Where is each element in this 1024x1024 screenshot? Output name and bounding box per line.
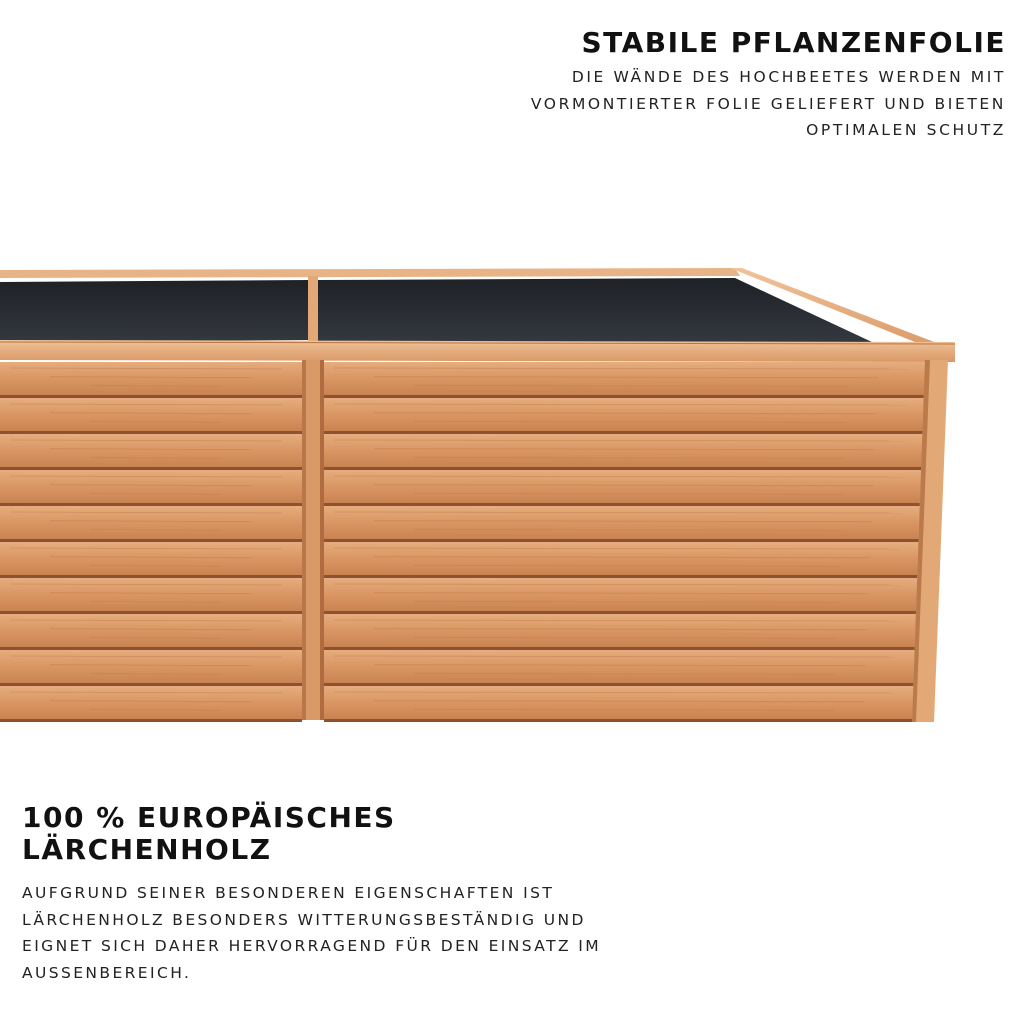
wood-grain (334, 368, 908, 369)
wood-plank (0, 398, 302, 431)
wood-grain (50, 593, 252, 594)
wood-grain (10, 620, 282, 621)
wood-plank (0, 434, 302, 467)
middle-post (302, 360, 324, 720)
wood-grain (374, 485, 873, 486)
wood-grain (414, 637, 837, 638)
wood-grain (10, 548, 282, 549)
wood-grain (414, 673, 836, 674)
wood-grain (374, 377, 878, 378)
wood-grain (90, 637, 222, 638)
wood-grain (90, 421, 222, 422)
wood-grain (90, 529, 222, 530)
wood-grain (374, 521, 872, 522)
wood-grain (334, 620, 897, 621)
wood-plank (324, 470, 923, 503)
wood-grain (90, 457, 222, 458)
plank-gap (324, 647, 917, 650)
wood-grain (90, 709, 222, 710)
wood-grain (414, 529, 842, 530)
wood-grain (10, 656, 282, 657)
wood-grain (90, 601, 222, 602)
plank-gap (0, 431, 302, 434)
wood-plank (0, 686, 302, 719)
wood-plank (324, 506, 922, 539)
plank-gap (0, 647, 302, 650)
wood-grain (50, 665, 252, 666)
plank-gap (0, 719, 302, 722)
wood-grain (50, 701, 252, 702)
plank-gap (324, 503, 923, 506)
plank-gap (324, 431, 926, 434)
wood-grain (90, 673, 222, 674)
plank-gap (0, 539, 302, 542)
wood-description: AUFGRUND SEINER BESONDEREN EIGENSCHAFTEN IST LÄRCHENHOLZ BESONDERS WITTERUNGSBESTÄNDIG UND EIGNET SICH DAHER HERVORRAGEND FÜR DEN EINSATZ IM AUSSENBEREICH. (22, 884, 602, 982)
wood-grain (374, 593, 869, 594)
right-panel (324, 362, 928, 722)
plank-gap (324, 611, 919, 614)
wood-grain (334, 656, 896, 657)
plank-gap (0, 503, 302, 506)
wood-plank (0, 578, 302, 611)
wood-grain (334, 404, 906, 405)
corner-post (912, 360, 948, 722)
wood-grain (334, 512, 902, 513)
wood-plank (0, 470, 302, 503)
wood-grain (90, 565, 222, 566)
wood-grain (374, 665, 866, 666)
plank-gap (0, 683, 302, 686)
plank-gap (324, 575, 920, 578)
wood-grain (50, 377, 252, 378)
wood-grain (414, 385, 848, 386)
wood-grain (334, 440, 905, 441)
wood-plank (0, 542, 302, 575)
wood-plank (324, 362, 928, 395)
wood-plank (0, 614, 302, 647)
wood-grain (334, 548, 900, 549)
wood-plank (324, 614, 917, 647)
wood-grain (414, 709, 834, 710)
wood-grain (10, 584, 282, 585)
wood-grain (50, 413, 252, 414)
wood-grain (374, 413, 876, 414)
top-rim (0, 268, 955, 362)
liner-info (446, 28, 1006, 144)
wood-plank (324, 398, 926, 431)
wood-heading: 100 % EUROPÄISCHES LÄRCHENHOLZ (22, 801, 396, 866)
left-panel (0, 362, 302, 722)
wood-plank (324, 686, 914, 719)
wood-grain (414, 601, 839, 602)
wood-grain (10, 692, 282, 693)
wood-grain (374, 557, 870, 558)
plank-gap (0, 575, 302, 578)
liner-description: DIE WÄNDE DES HOCHBEETES WERDEN MIT VORMONTIERTER FOLIE GELIEFERT UND BIETEN OPTIMALEN SCHUTZ (530, 68, 1006, 139)
wood-grain (50, 449, 252, 450)
wood-grain (414, 565, 840, 566)
wood-grain (50, 629, 252, 630)
wood-grain (374, 629, 867, 630)
wood-grain (334, 584, 899, 585)
wood-grain (90, 385, 222, 386)
wood-info (22, 802, 622, 986)
wood-grain (50, 521, 252, 522)
wood-grain (334, 476, 903, 477)
wood-grain (10, 440, 282, 441)
wood-grain (414, 493, 843, 494)
plank-gap (324, 467, 925, 470)
wood-plank (0, 362, 302, 395)
wood-grain (90, 493, 222, 494)
planting-liner (0, 278, 872, 342)
wood-plank (0, 506, 302, 539)
wood-plank (324, 650, 916, 683)
plank-gap (324, 719, 914, 722)
wood-grain (50, 557, 252, 558)
wood-grain (10, 404, 282, 405)
plank-gap (0, 395, 302, 398)
plank-gap (324, 395, 928, 398)
wood-grain (374, 701, 864, 702)
liner-heading: STABILE PFLANZENFOLIE (581, 26, 1006, 59)
wood-grain (10, 512, 282, 513)
wood-grain (10, 476, 282, 477)
wood-grain (50, 485, 252, 486)
plank-gap (0, 611, 302, 614)
plank-gap (0, 467, 302, 470)
wood-grain (414, 457, 845, 458)
wood-plank (324, 542, 920, 575)
plank-gap (324, 683, 916, 686)
wood-plank (324, 434, 925, 467)
wood-grain (414, 421, 846, 422)
wood-grain (334, 692, 894, 693)
wood-grain (374, 449, 875, 450)
wood-plank (0, 650, 302, 683)
wood-grain (10, 368, 282, 369)
wood-plank (324, 578, 919, 611)
plank-gap (324, 539, 922, 542)
